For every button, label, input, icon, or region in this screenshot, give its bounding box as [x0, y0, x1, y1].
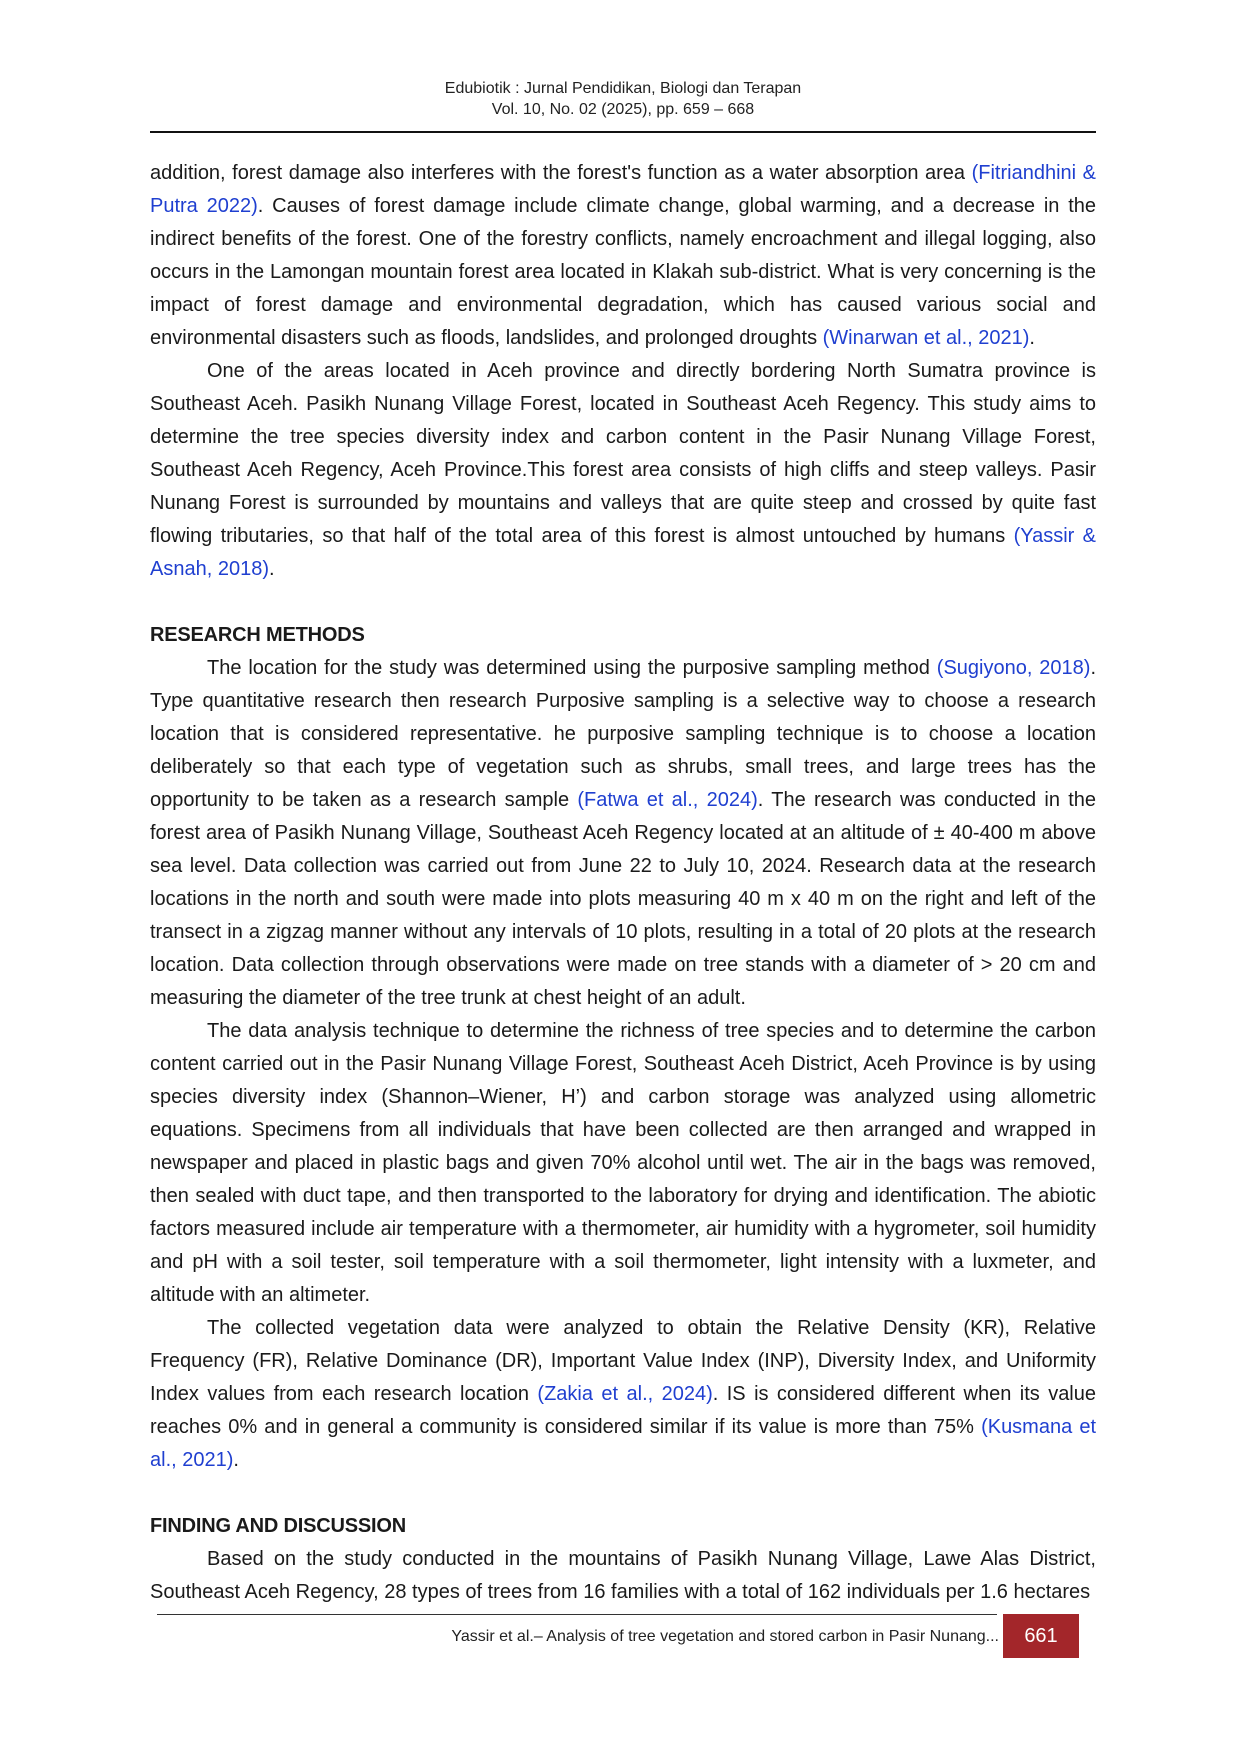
running-header	[150, 78, 1096, 120]
findings-paragraph-1: Based on the study conducted in the mountains of Pasikh Nunang Village, Lawe Alas District, Southeast Aceh Regency, 28 types of trees from 16 families with a total of 162 individuals per 1.6 hectares	[150, 1548, 1096, 1603]
citation-link[interactable]: (Fitriandhini & Putra 2022)	[150, 162, 1096, 217]
page-number-badge: 661	[1003, 1614, 1079, 1658]
citation-link[interactable]: (Yassir & Asnah, 2018)	[150, 525, 1096, 580]
section-heading-methods: RESEARCH METHODS	[150, 624, 365, 646]
article-body	[150, 157, 1096, 1609]
citation-link[interactable]: (Sugiyono, 2018)	[936, 657, 1091, 679]
intro-paragraph-2: One of the areas located in Aceh province and directly bordering North Sumatra province is Southeast Aceh. Pasikh Nunang Village Forest, located in Southeast Aceh Regency. This study aims to determine the tree species diversity index and carbon content in the Pasir Nunang Village Forest, Southeast Aceh Regency, Aceh Province.This forest area consists of high cliffs and steep valleys. Pasir Nunang Forest is surrounded by mountains and valleys that are quite steep and crossed by quite fast flowing tributaries, so that half of the total area of this forest is almost untouched by humans (Yassir & Asnah, 2018).	[150, 360, 1096, 580]
running-footer: Yassir et al.– Analysis of tree vegetation and stored carbon in Pasir Nunang...	[451, 1628, 999, 1645]
intro-paragraph-1: addition, forest damage also interferes with the forest's function as a water absorption area (Fitriandhini & Putra 2022). Causes of forest damage include climate change, global warming, and a decrease in the indirect benefits of the forest. One of the forestry conflicts, namely encroachment and illegal logging, also occurs in the Lamongan mountain forest area located in Klakah sub-district. What is very concerning is the impact of forest damage and environmental degradation, which has caused various social and environmental disasters such as floods, landslides, and prolonged droughts (Winarwan et al., 2021).	[150, 162, 1096, 349]
citation-link[interactable]: (Fatwa et al., 2024)	[577, 789, 758, 811]
footer-divider	[157, 1614, 997, 1615]
journal-title: Edubiotik : Jurnal Pendidikan, Biologi dan Terapan	[444, 80, 802, 97]
methods-paragraph-3: The collected vegetation data were analyzed to obtain the Relative Density (KR), Relative Frequency (FR), Relative Dominance (DR), Important Value Index (INP), Diversity Index, and Uniformity Index values from each research location (Zakia et al., 2024). IS is considered different when its value reaches 0% and in general a community is considered similar if its value is more than 75% (Kusmana et al., 2021).	[150, 1317, 1096, 1471]
volume-info: Vol. 10, No. 02 (2025), pp. 659 – 668	[491, 101, 755, 118]
methods-paragraph-2: The data analysis technique to determine the richness of tree species and to determine the carbon content carried out in the Pasir Nunang Village Forest, Southeast Aceh District, Aceh Province is by using species diversity index (Shannon–Wiener, H’) and carbon storage was analyzed using allometric equations. Specimens from all individuals that have been collected are then arranged and wrapped in newspaper and placed in plastic bags and given 70% alcohol until wet. The air in the bags was removed, then sealed with duct tape, and then transported to the laboratory for drying and identification. The abiotic factors measured include air temperature with a thermometer, air humidity with a hygrometer, soil humidity and pH with a soil tester, soil temperature with a soil thermometer, light intensity with a luxmeter, and altitude with an altimeter.	[150, 1020, 1096, 1306]
methods-paragraph-1: The location for the study was determined using the purposive sampling method (Sugiyono, 2018). Type quantitative research then research Purposive sampling is a selective way to choose a research location that is considered representative. he purposive sampling technique is to choose a location deliberately so that each type of vegetation such as shrubs, small trees, and large trees has the opportunity to be taken as a research sample (Fatwa et al., 2024). The research was conducted in the forest area of Pasikh Nunang Village, Southeast Aceh Regency located at an altitude of ± 40-400 m above sea level. Data collection was carried out from June 22 to July 10, 2024. Research data at the research locations in the north and south were made into plots measuring 40 m x 40 m on the right and left of the transect in a zigzag manner without any intervals of 10 plots, resulting in a total of 20 plots at the research location. Data collection through observations were made on tree stands with a diameter of > 20 cm and measuring the diameter of the tree trunk at chest height of an adult.	[150, 657, 1097, 1009]
citation-link[interactable]: (Kusmana et al., 2021)	[150, 1416, 1096, 1471]
citation-link[interactable]: (Winarwan et al., 2021)	[822, 327, 1030, 349]
section-heading-findings: FINDING AND DISCUSSION	[150, 1515, 406, 1537]
header-divider	[150, 131, 1096, 133]
citation-link[interactable]: (Zakia et al., 2024)	[537, 1383, 713, 1405]
